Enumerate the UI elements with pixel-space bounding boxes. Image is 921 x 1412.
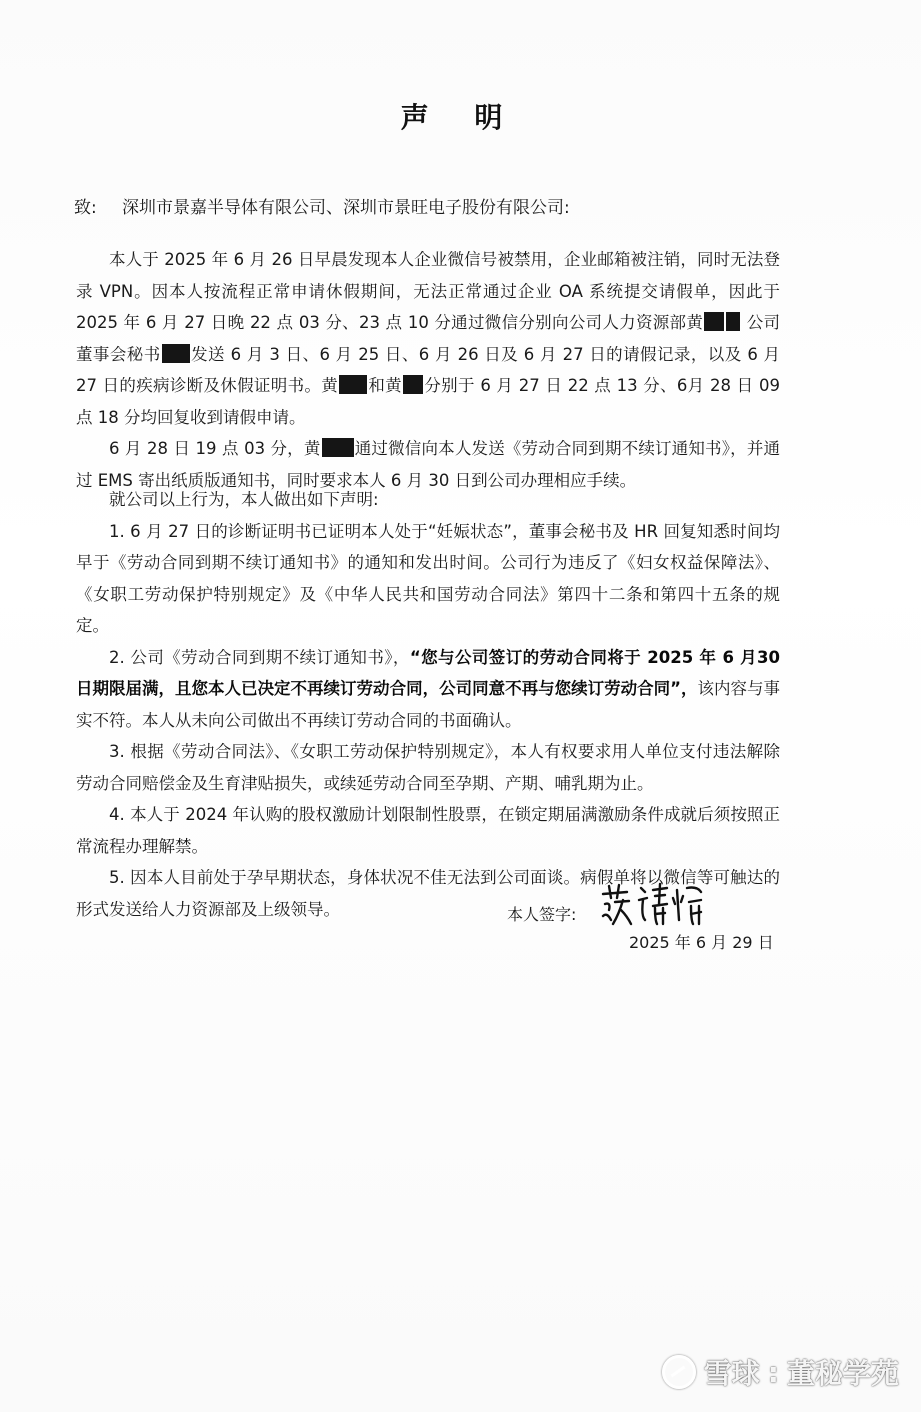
intro-p1-line6: 月 28 日 09 点 18 分均回复收到请假申请。 — [76, 376, 780, 427]
intro-paragraph-1 — [76, 244, 780, 433]
item4-line1: 4. 本人于 2024 年认购的股权激励计划限制性股票，在锁定期届满激励条件成就后须 — [109, 805, 731, 824]
item3-line1: 3. 根据《劳动合同法》、《女职工劳动保护特别规定》，本人有权要求用人单位支付违法 — [109, 742, 747, 761]
declaration-item-1 — [76, 516, 780, 642]
item2-line1a: 2. 公司《劳动合同到期不续订通知书》， — [109, 647, 410, 667]
redaction-box — [322, 438, 354, 457]
snowball-logo-icon — [662, 1355, 696, 1389]
intro-p1-line5b: 和黄 — [368, 376, 402, 395]
intro-p1-line3: 因此于 2025 年 6 月 27 日晚 22 点 03 分、23 点 10 分通过微信分别向公司人力资源部黄 — [76, 281, 780, 332]
declaration-item-2 — [76, 642, 780, 737]
intro-p2-line2: 并通过 EMS 寄出纸质版通知书，同时要求本人 6 月 30 日到公司办理相应手续。 — [76, 439, 781, 490]
document-date: 2025 年 6 月 29 日 — [629, 933, 774, 952]
addressee-line — [74, 193, 570, 218]
item2-quote-part1: “您与公司签订的劳动合同将于 2025 年 6 月 — [409, 647, 758, 667]
signature-label: 本人签字: — [507, 905, 577, 924]
redaction-box — [339, 375, 367, 394]
item1-line3: 权益保障法》、《女职工劳动保护特别规定》及《中华人民共和国劳动合同法》第四十二 — [76, 553, 781, 604]
declaration-lead: 就公司以上行为，本人做出如下声明: — [109, 490, 379, 509]
watermark-brand: 雪球 — [703, 1357, 760, 1390]
intro-p1-line2: 法登录 VPN。因本人按流程正常申请休假期间，无法正常通过企业 OA 系统提交请假单， — [76, 250, 780, 301]
item5-line2: 触达的形式发送给人力资源部及上级领导。 — [76, 868, 780, 919]
watermark — [662, 1352, 899, 1392]
addressee-text: 深圳市景嘉半导体有限公司、深圳市景旺电子股份有限公司: — [122, 198, 570, 218]
redaction-box — [726, 312, 740, 331]
item5-line1: 5. 因本人目前处于孕早期状态，身体状况不佳无法到公司面谈。病假单将以微信等可 — [109, 868, 731, 887]
watermark-author: 董秘学苑 — [786, 1357, 899, 1390]
document-title: 声 明 — [400, 101, 521, 134]
intro-p2-line1a: 6 月 28 日 19 点 03 分，黄 — [109, 439, 321, 458]
handwritten-signature — [597, 880, 707, 932]
intro-p1-line5c: 分别于 6 月 27 日 22 点 13 分、6 — [424, 376, 688, 395]
watermark-separator: : — [767, 1355, 779, 1389]
item1-line1: 1. 6 月 27 日的诊断证明书已证明本人处于“妊娠状态”，董事会秘书及 HR 回复知悉 — [109, 521, 731, 541]
item1-line4: 条和第四十五条的规定。 — [76, 584, 780, 635]
declaration-item-4 — [76, 799, 780, 862]
intro-section — [76, 244, 780, 496]
declaration-item-3 — [76, 736, 780, 799]
declaration-section — [76, 484, 780, 925]
intro-p1-line5a: 以及 6 月 27 日的疾病诊断及休假证明书。黄 — [76, 344, 780, 395]
item2-quote-part2: 30 日期限届满，且您本人已决定不再续订劳动合同，公司同意不再与您续订劳动合同”， — [76, 647, 780, 698]
item4-line2: 按照正常流程办理解禁。 — [76, 805, 781, 856]
addressee-prefix: 致: — [74, 198, 97, 218]
item1-line2: 时间均早于《劳动合同到期不续订通知书》的通知和发出时间。公司行为违反了《妇女 — [76, 521, 780, 572]
item3-line2: 解除劳动合同赔偿金及生育津贴损失，或续延劳动合同至孕期、产期、哺乳期为止。 — [76, 742, 780, 793]
redaction-box — [704, 312, 724, 331]
intro-p1-line1: 本人于 2025 年 6 月 26 日早晨发现本人企业微信号被禁用，企业邮箱被注销，同时无 — [109, 250, 747, 269]
item2-line3: 该内容与事实不符。本人从未向公司做出不再续订劳动合同的书面确认。 — [76, 679, 780, 730]
intro-p1-line4b: 发送 6 月 3 日、6 月 25 日、6 月 26 日及 6 月 27 日的请假记录， — [190, 344, 708, 364]
redaction-box — [403, 375, 423, 394]
redaction-box — [162, 344, 190, 363]
intro-p2-line1b: 通过微信向本人发送《劳动合同到期不续订通知书》， — [354, 439, 747, 458]
intro-p1-line4a: 公司董事会秘书 — [76, 313, 781, 364]
